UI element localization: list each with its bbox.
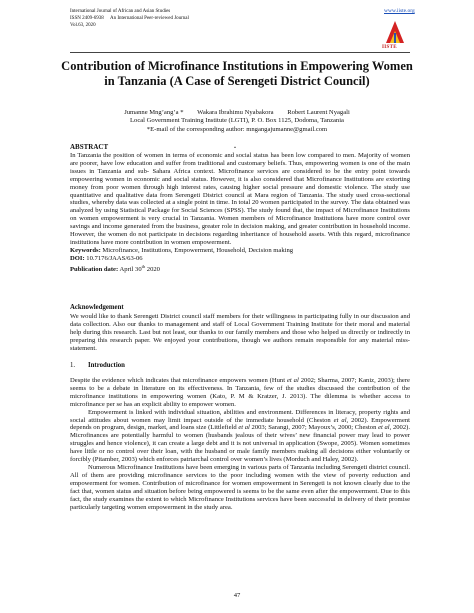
intro-p1-text-b: 2002; Sharma, 2007; Kaniz, 2003); there seems to be a debate in literature on its effectiveness. In Tanzania, few of the studies discussed the contribution of the microfinance institutions in empowering women (Kato, P. M & Kratzer, J. 2013). The dilemma is whether access to microfinance per se has an explicit ability to empower women. (70, 377, 410, 408)
intro-p2-italic-c: et al (378, 424, 390, 432)
abstract-text: In Tanzania the position of women in terms of economic and social status has been low compared to men. Majority of women are poorer, have low education and suffer from traditional and customary beliefs. Thus, empowering women is one of the main issues in Tanzania and sub- Sahara Africa context. Microfinance services are considered to be the entry point towards empowering women in economic and social status. However, it is also considered that Microfinance Institutions are extorting money from poor women through high interest rates, causing higher social pressure and domestic violence. The study use quantitative and qualitative data from Serengeti District council at Mara region of Tanzania. The study used cross-sectional studies, whereby data was collected at a single point in time. In total 20 women participated in the survey. The data obtained was analyzed by using Statistical Package for Social Sciences (SPSS). The study found that, the impact of Microfinance Institutions on women empowerment is very crucial in Tanzania. Women members of Microfinance Institutions have more control over savings and income generated from the business, greater role in decision making, and greater contribution in household income. However, the women do not participate in decisions regarding inheritance of household assets. With this regard, microfinance institutions have more contribution in women empowerment. (70, 152, 410, 246)
author-block (70, 109, 404, 134)
doi-label: DOI: (70, 254, 85, 262)
keywords-value: Microfinance, Institutions, Empowerment, Household, Decision making (100, 246, 294, 254)
author-affiliation: Local Government Training Institute (LGTI), P. O. Box 1125, Dodoma, Tanzania (130, 117, 344, 125)
publication-date-sup: th (141, 263, 146, 269)
corresponding-email: *E-mail of the corresponding author: mngangajumanne@gmail.com (146, 125, 328, 133)
intro-p2-text-d: , 2002). Microfinances are potentially harmful to women (husbands jealous of their wives’ new financial power may lead to power struggles and hence violence), it can create a large debt and it is not universal in application (Swope, 2005). Women sometimes have little or no control over their loan, with the husband or male family members making all decisions either voluntarily or forcibly (Pitamber, 2003) which enforces patriarchal control over women’s lives (Morduch and Haley, 2002). (70, 424, 410, 464)
keywords-line (70, 247, 410, 255)
intro-paragraph-1 (70, 377, 410, 409)
author-name: Jumanne Mng’ang’a * (124, 109, 184, 116)
intro-p2-text-c: 2003; Sarangi, 2007; Mayoux’s, 2000; Cheston (249, 424, 379, 432)
intro-p1-text-a: Despite the evidence which indicates that microfinance empowers women (Hunt (70, 377, 287, 384)
intro-p2-italic-a: et al (333, 416, 347, 424)
section-title: Introduction (88, 362, 125, 369)
journal-peer-review: An International Peer-reviewed Journal (110, 16, 189, 21)
paper-title-line-1: Contribution of Microfinance Institutions in Empowering Women (61, 59, 413, 73)
doi-line (70, 255, 410, 263)
intro-p2-italic-b: et al (238, 424, 250, 432)
acknowledgement-section (70, 313, 410, 353)
author-names (70, 109, 404, 117)
header-divider (70, 52, 410, 53)
publication-date-post: 2020 (145, 265, 160, 273)
section-number: 1. (70, 362, 76, 369)
paper-title (60, 59, 414, 89)
iiste-logo-icon (384, 19, 406, 45)
abstract-dot: . (234, 141, 236, 150)
intro-p1-italic: et al (287, 377, 299, 384)
introduction-heading (70, 362, 125, 369)
journal-website-link[interactable]: www.iiste.org (384, 8, 415, 14)
journal-issn: ISSN 2409-6938 (70, 16, 104, 21)
author-name: Wakara Ibrahimu Nyabakora (197, 109, 274, 116)
author-name: Robert Laurent Nyagali (287, 109, 350, 116)
journal-header (70, 8, 189, 29)
publication-date-label: Publication date: (70, 265, 119, 273)
abstract-section (70, 152, 410, 274)
intro-paragraph-3: Numerous Microfinance Institutions have been emerging in various parts of Tanzania including Serengeti district council. All of them are providing microfinance services to the poor including women with the view of poverty reduction and empowerment for women. Contribution of microfinance for women empowerment in Serengeti is not known clearly due to the fact that, women status and situation before being empowered is seems to be the same even after the empowerment. Due to this fact, the study examines the extent to which Microfinance Institutions services have been successful in delivery of their promise particularly targeting women empowerment in the study area. (70, 463, 410, 511)
page-number: 47 (233, 592, 241, 599)
introduction-section (70, 377, 410, 511)
publication-date-pre: April 30 (118, 265, 142, 273)
paper-title-line-2: in Tanzania (A Case of Serengeti District Council) (104, 74, 370, 88)
journal-issn-line (70, 15, 189, 22)
abstract-heading: ABSTRACT (70, 143, 109, 151)
intro-p2-text-a: Empowerment is linked with individual situation, abilities and environment. Differences in literacy, property rights and social attitudes about women may limit impact outside of the immediate household (Cheston (70, 408, 410, 424)
journal-volume: Vol.63, 2020 (70, 23, 96, 28)
journal-name: International Journal of African and Asian Studies (70, 9, 171, 14)
intro-paragraph-2 (70, 409, 410, 464)
acknowledgement-text: We would like to thank Serengeti District council staff members for their willingness in participating fully in our discussion and data collection. Also our thanks to management and staff of Local Government Training Institute for their moral and material help during this research. Last but not least, our thanks to our family members and those who helped us directly or indirectly in preparing this research paper. We enjoyed your contributions, though we authors remain responsible for any material miss-statement. (70, 313, 410, 352)
intro-p2-text-b: , 2002). Empowerment depends on program, design, market, and loans size (Littlefield (70, 416, 410, 432)
iiste-logo-text: IISTE (382, 45, 397, 50)
doi-value: 10.7176/JAAS/63-06 (84, 254, 143, 262)
acknowledgement-heading: Acknowledgement (70, 304, 124, 311)
keywords-label: Keywords: (70, 246, 101, 254)
publication-date-line (70, 263, 410, 274)
